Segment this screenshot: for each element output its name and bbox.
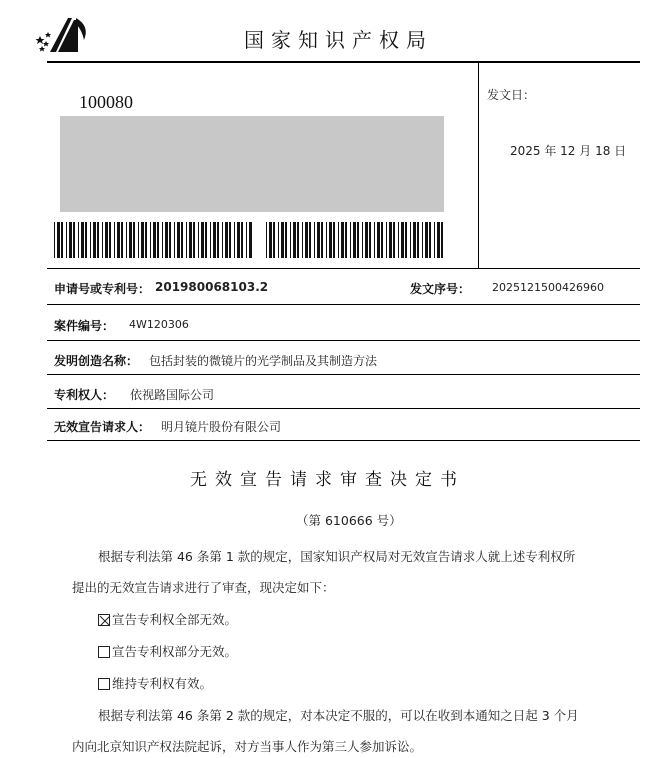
barcode-bar xyxy=(73,222,75,258)
barcode-bar xyxy=(78,222,79,258)
paragraph-2-line-2: 内向北京知识产权法院起诉，对方当事人作为第三人参加诉讼。 xyxy=(72,739,423,754)
barcode-bar xyxy=(422,222,423,258)
barcode-bar xyxy=(121,222,123,258)
decision-number: （第 610666 号） xyxy=(296,513,402,528)
paragraph-2-line-1: 根据专利法第 46 条第 2 款的规定，对本决定不服的，可以在收到本通知之日起 3 个月 xyxy=(98,708,579,723)
patentee-value: 依视路国际公司 xyxy=(130,388,215,402)
barcode-bar xyxy=(345,222,347,258)
barcode-bar xyxy=(198,222,199,258)
row-divider xyxy=(47,408,640,409)
barcode-bar xyxy=(417,222,419,258)
barcode-bar xyxy=(401,222,404,258)
barcode-bar xyxy=(350,222,351,258)
barcode-bar xyxy=(97,222,99,258)
option-invalid-all xyxy=(98,610,237,628)
barcode-bar xyxy=(169,222,171,258)
case-number-label: 案件编号： xyxy=(54,319,115,333)
barcode-bar xyxy=(129,222,132,258)
barcode-bar xyxy=(150,222,151,258)
barcode-bar xyxy=(329,222,332,258)
invention-title-label: 发明创造名称： xyxy=(54,354,139,368)
dispatch-serial-value: 2025121500426960 xyxy=(492,281,604,294)
barcode-bar xyxy=(225,222,228,258)
row-divider xyxy=(47,340,640,341)
application-number-value: 201980068103.2 xyxy=(155,280,269,294)
barcode-bar xyxy=(165,222,168,258)
requester-value: 明月镜片股份有限公司 xyxy=(161,420,282,434)
barcode-bar xyxy=(249,222,252,258)
paragraph-1-line-1: 根据专利法第 46 条第 1 款的规定，国家知识产权局对无效宣告请求人就上述专利权所 xyxy=(98,549,576,564)
barcode-bar xyxy=(145,222,147,258)
paragraph-1-line-2: 提出的无效宣告请求进行了审查，现决定如下： xyxy=(72,580,335,595)
barcode-bar xyxy=(369,222,371,258)
barcode-bar xyxy=(210,222,211,258)
barcode-bar xyxy=(229,222,231,258)
checkbox-empty-icon xyxy=(98,646,110,658)
barcode-bar xyxy=(374,222,375,258)
office-name-title: 国家知识产权局 xyxy=(244,28,433,52)
barcode-bar xyxy=(386,222,387,258)
barcode-bar xyxy=(234,222,235,258)
barcode-bar xyxy=(69,222,72,258)
barcode-bar xyxy=(126,222,127,258)
barcode-bar xyxy=(398,222,399,258)
barcode-bar xyxy=(153,222,156,258)
barcode-bar xyxy=(105,222,108,258)
barcode-bar xyxy=(305,222,308,258)
barcode-bar xyxy=(441,222,443,258)
barcode-bar xyxy=(290,222,291,258)
barcode-bar xyxy=(429,222,431,258)
barcode-bar xyxy=(81,222,84,258)
barcode-bar xyxy=(162,222,163,258)
checkbox-checked-icon xyxy=(98,614,110,626)
barcode-bar xyxy=(157,222,159,258)
application-number-label: 申请号或专利号： xyxy=(54,282,151,296)
barcode-bar xyxy=(241,222,243,258)
barcode-bar xyxy=(338,222,339,258)
case-number-value: 4W120306 xyxy=(129,318,189,331)
row-divider xyxy=(47,304,640,305)
barcode-bar xyxy=(321,222,323,258)
barcode-bar xyxy=(114,222,115,258)
barcode-bar xyxy=(377,222,380,258)
barcode-bar xyxy=(66,222,67,258)
barcode-bar xyxy=(285,222,287,258)
cnipa-logo xyxy=(32,14,90,56)
barcode-bar xyxy=(413,222,416,258)
barcode-bar xyxy=(437,222,440,258)
barcode-bar xyxy=(365,222,368,258)
barcode-bar xyxy=(341,222,344,258)
barcode-bar xyxy=(117,222,120,258)
dispatch-date-label: 发文日： xyxy=(487,88,536,102)
barcode-bar xyxy=(102,222,103,258)
redacted-address xyxy=(60,116,444,212)
invention-title-value: 包括封装的微镜片的光学制品及其制造方法 xyxy=(149,354,378,368)
barcode-bar xyxy=(269,222,272,258)
barcode-bar xyxy=(201,222,204,258)
barcode-bar xyxy=(326,222,327,258)
barcode-bar xyxy=(133,222,135,258)
barcode-bar xyxy=(177,222,180,258)
barcode-bar xyxy=(410,222,411,258)
barcode-bar xyxy=(393,222,395,258)
dispatch-date-value: 2025 年 12 月 18 日 xyxy=(510,144,627,158)
barcode-bar xyxy=(273,222,275,258)
checkbox-empty-icon xyxy=(98,678,110,690)
row-divider xyxy=(47,440,640,441)
barcode-bar xyxy=(362,222,363,258)
barcode-bar xyxy=(266,222,267,258)
option-invalid-partial xyxy=(98,642,237,660)
barcode-bar xyxy=(54,222,55,258)
barcode-bar xyxy=(281,222,284,258)
option-maintain-valid xyxy=(98,674,212,692)
row-divider xyxy=(47,268,640,269)
barcode-bar xyxy=(93,222,96,258)
barcode-bar xyxy=(278,222,279,258)
option-label: 维持专利权有效。 xyxy=(112,676,213,691)
barcode-right xyxy=(266,222,446,258)
barcode-bar xyxy=(109,222,111,258)
barcode-bar xyxy=(293,222,296,258)
patentee-label: 专利权人： xyxy=(54,388,115,402)
header-divider xyxy=(47,61,640,63)
barcode-bar xyxy=(186,222,187,258)
barcode-bar xyxy=(222,222,223,258)
barcode-bar xyxy=(61,222,63,258)
decision-title: 无效宣告请求审查决定书 xyxy=(190,470,465,490)
requester-label: 无效宣告请求人： xyxy=(54,420,151,434)
barcode-bar xyxy=(405,222,407,258)
postal-code: 100080 xyxy=(79,92,133,112)
barcode-bar xyxy=(297,222,299,258)
barcode-bar xyxy=(205,222,207,258)
barcode-bar xyxy=(434,222,435,258)
barcode-bar xyxy=(309,222,311,258)
barcode-bar xyxy=(237,222,240,258)
barcode-bar xyxy=(181,222,183,258)
barcode-bar xyxy=(90,222,91,258)
barcode-left xyxy=(54,222,254,258)
row-divider xyxy=(47,374,640,375)
barcode-bar xyxy=(317,222,320,258)
barcode-bar xyxy=(174,222,175,258)
barcode-bar xyxy=(57,222,60,258)
barcode-bar xyxy=(389,222,392,258)
barcode-bar xyxy=(333,222,335,258)
barcode-bar xyxy=(246,222,247,258)
dispatch-serial-label: 发文序号： xyxy=(410,282,471,296)
barcode-bar xyxy=(357,222,359,258)
barcode-bar xyxy=(189,222,192,258)
barcode-bar xyxy=(381,222,383,258)
barcode-bar xyxy=(193,222,195,258)
barcode-bar xyxy=(85,222,87,258)
barcode-bar xyxy=(314,222,315,258)
barcode-bar xyxy=(217,222,219,258)
barcode-bar xyxy=(302,222,303,258)
barcode-bar xyxy=(353,222,356,258)
barcode-bar xyxy=(141,222,144,258)
date-column-divider xyxy=(478,62,479,268)
option-label: 宣告专利权全部无效。 xyxy=(112,612,238,627)
barcode-bar xyxy=(213,222,216,258)
barcode-bar xyxy=(425,222,428,258)
option-label: 宣告专利权部分无效。 xyxy=(112,644,238,659)
barcode-bar xyxy=(138,222,139,258)
